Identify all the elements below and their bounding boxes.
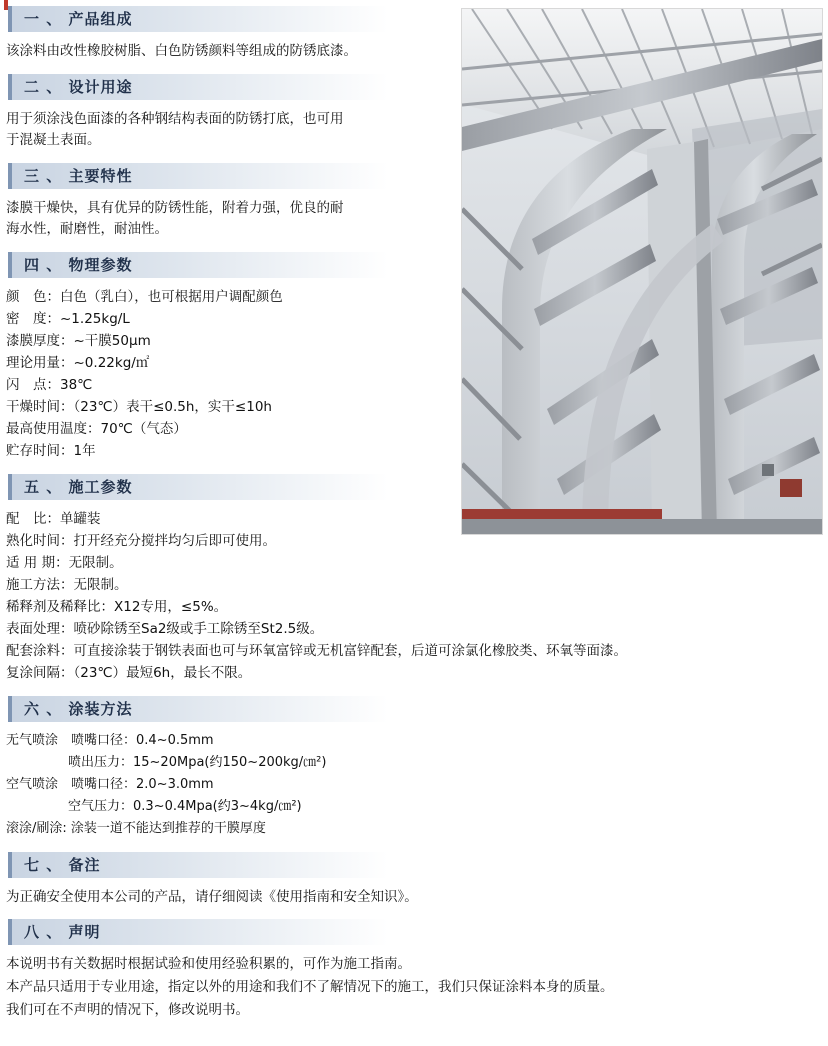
section-body-physical-parameters xyxy=(6,286,436,462)
param-line: 表面处理：喷砂除锈至Sa2级或手工除锈至St2.5级。 xyxy=(6,621,324,637)
param-line: 漆膜厚度：~干膜50μm xyxy=(6,333,151,349)
param-line: 施工方法：无限制。 xyxy=(6,577,128,593)
param-line: 复涂间隔：（23℃）最短6h，最长不限。 xyxy=(6,665,252,681)
section-header-composition xyxy=(8,6,388,32)
section-body-coating-method xyxy=(6,730,446,840)
section-body-design-use xyxy=(6,109,406,151)
param-line: 配 比：单罐装 xyxy=(6,511,101,527)
section-header-coating-method xyxy=(8,696,388,722)
section-header-physical-parameters xyxy=(8,252,388,278)
section-title: 一 、 产品组成 xyxy=(24,10,133,28)
section-title: 五 、 施工参数 xyxy=(24,478,133,496)
section-title: 三 、 主要特性 xyxy=(24,167,133,185)
section-header-main-features xyxy=(8,163,388,189)
section-header-statement xyxy=(8,919,388,945)
section-header-remarks xyxy=(8,852,388,878)
section-header-construction-parameters xyxy=(8,474,388,500)
param-line: 贮存时间：1年 xyxy=(6,443,96,459)
section-body-statement xyxy=(6,953,816,1022)
spray-line: 空气压力：0.3~0.4Mpa(约3~4kg/㎝²) xyxy=(68,799,302,814)
section-body-main-features xyxy=(6,198,406,240)
param-line: 配套涂料：可直接涂装于钢铁表面也可与环氧富锌或无机富锌配套，后道可涂氯化橡胶类、环氧等面漆。 xyxy=(6,643,627,659)
param-line: 稀释剂及稀释比：X12专用，≤5%。 xyxy=(6,599,228,615)
text-line: 本说明书有关数据时根据试验和使用经验积累的，可作为施工指南。 xyxy=(6,956,411,972)
section-title: 六 、 涂装方法 xyxy=(24,700,133,718)
section-body-construction-parameters xyxy=(6,508,816,684)
spray-line: 喷出压力：15~20Mpa(约150~200kg/㎝²) xyxy=(68,755,327,770)
param-line: 密 度：~1.25kg/L xyxy=(6,311,130,327)
param-line: 最高使用温度：70℃（气态） xyxy=(6,421,187,437)
text-line: 我们可在不声明的情况下，修改说明书。 xyxy=(6,1002,249,1018)
spray-line: 无气喷涂 喷嘴口径：0.4~0.5mm xyxy=(6,733,214,748)
text-line: 漆膜干燥快，具有优异的防锈性能，附着力强，优良的耐 xyxy=(6,200,344,216)
text-line: 本产品只适用于专业用途，指定以外的用途和我们不了解情况下的施工，我们只保证涂料本身的质量。 xyxy=(6,979,614,995)
param-line: 理论用量：~0.22kg/㎡ xyxy=(6,355,150,371)
text-line: 于混凝土表面。 xyxy=(6,132,101,148)
section-body-remarks xyxy=(6,886,816,909)
spray-line: 空气喷涂 喷嘴口径：2.0~3.0mm xyxy=(6,777,214,792)
section-title: 二 、 设计用途 xyxy=(24,78,133,96)
param-line: 闪 点：38℃ xyxy=(6,377,93,393)
text-line: 用于须涂浅色面漆的各种钢结构表面的防锈打底，也可用 xyxy=(6,111,344,127)
section-header-design-use xyxy=(8,74,388,100)
text-line: 为正确安全使用本公司的产品，请仔细阅读《使用指南和安全知识》。 xyxy=(6,889,418,905)
steel-structure-photo xyxy=(461,8,823,535)
param-line: 干燥时间：（23℃）表干≤0.5h，实干≤10h xyxy=(6,399,272,415)
param-line: 适 用 期：无限制。 xyxy=(6,555,123,571)
spray-line: 滚涂/刷涂: 涂装一道不能达到推荐的干膜厚度 xyxy=(6,821,266,836)
text-line: 海水性，耐磨性，耐油性。 xyxy=(6,221,168,237)
section-body-composition xyxy=(6,41,406,62)
param-line: 颜 色：白色（乳白），也可根据用户调配颜色 xyxy=(6,289,283,305)
param-line: 熟化时间：打开经充分搅拌均匀后即可使用。 xyxy=(6,533,276,549)
section-title: 八 、 声明 xyxy=(24,923,101,941)
section-title: 七 、 备注 xyxy=(24,856,101,874)
text-line: 该涂料由改性橡胶树脂、白色防锈颜料等组成的防锈底漆。 xyxy=(6,43,357,59)
section-title: 四 、 物理参数 xyxy=(24,256,133,274)
